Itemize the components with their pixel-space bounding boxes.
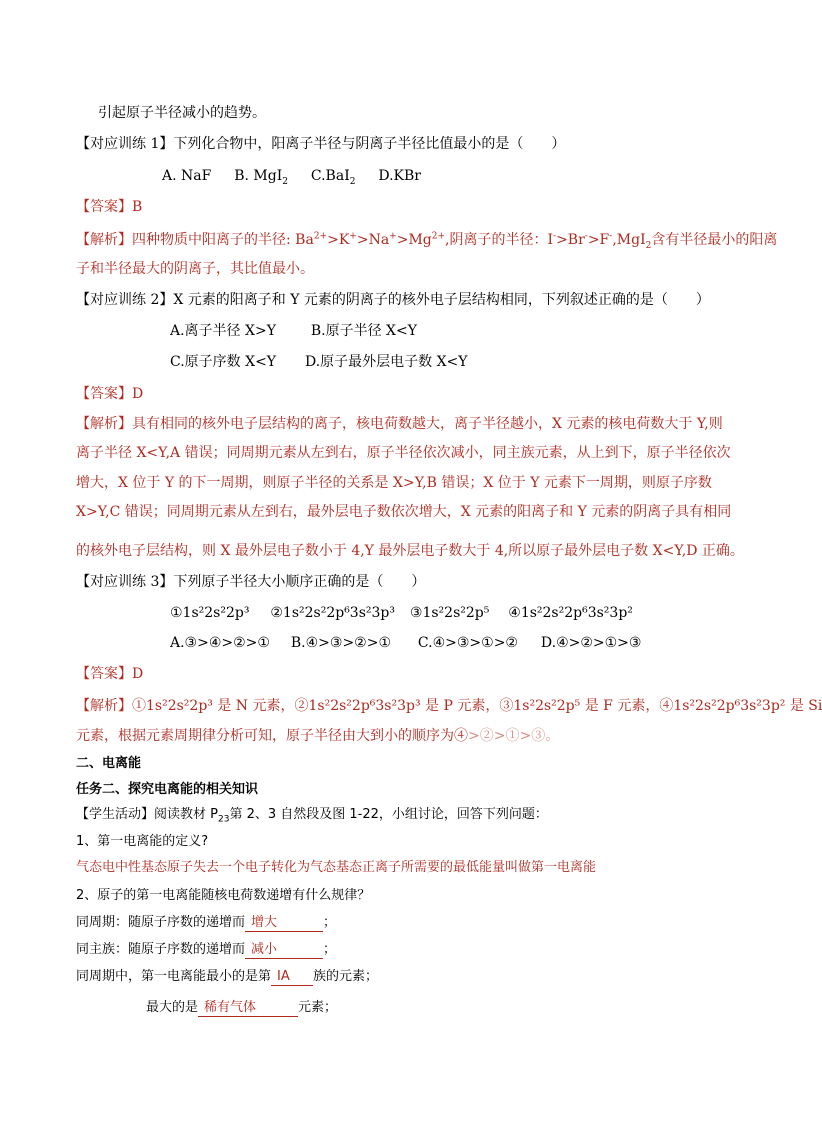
question-2-text: X 元素的阳离子和 Y 元素的阴离子的核外电子层结构相同，下列叙述正确的是（ ）: [173, 292, 710, 308]
activity-tag: 【学生活动】: [76, 807, 155, 822]
min-answer: IA: [271, 968, 313, 986]
question-3-configs: [170, 603, 633, 623]
option-a: A.离子半径 X>Y: [170, 323, 276, 339]
section-heading: 二、电离能: [76, 756, 142, 771]
explanation-3-line-1: 【解析】①1s²2s²2p³ 是 N 元素，②1s²2s²2p⁶3s²3p³ 是 P 元素，③1s²2s²2p⁵ 是 F 元素，④1s²2s²2p⁶3s²3p² 是 Si: [76, 698, 822, 714]
option-d: D.KBr: [378, 168, 421, 184]
config-4: ④1s²2s²2p⁶3s²3p²: [508, 605, 633, 621]
question-3-tag: 【对应训练 3】: [76, 574, 174, 590]
min-ionization-rule: 同周期中，第一电离能最小的是第 IA 族的元素；: [76, 969, 379, 984]
question-1: [76, 134, 565, 154]
explanation-3-line-2: 元素，根据元素周期律分析可知，原子半径由大到小的顺序为④>②>①>③。: [76, 728, 560, 744]
same-group-rule: 同主族：随原子序数的递增而 减小 ；: [76, 942, 337, 957]
answer-2: [76, 384, 143, 404]
explanation-tag: 【解析】: [76, 698, 132, 714]
option-b: B.④>③>②>①: [290, 635, 392, 651]
option-c: C.④>③>①>②: [417, 635, 518, 651]
option-a: A.③>④>②>①: [170, 635, 270, 651]
question-3-options: [170, 633, 641, 653]
question-1-text: 下列化合物中，阳离子半径与阴离子半径比值最小的是（ ）: [173, 136, 566, 152]
explanation-tag: 【解析】: [76, 416, 132, 432]
explanation-2-line-5: 的核外电子层结构，则 X 最外层电子数小于 4,Y 最外层电子数大于 4,所以原子最外层电子数 X<Y,D 正确。: [76, 543, 744, 559]
option-b: B.原子半径 X<Y: [310, 323, 417, 339]
question-rule: 2、原子的第一电离能随核电荷数递增有什么规律？: [76, 888, 371, 903]
option-c: C.BaI$_2$: [310, 168, 356, 187]
config-1: ①1s²2s²2p³: [170, 605, 250, 621]
answer-tag: 【答案】: [76, 199, 132, 215]
explanation-2-line-1: 【解析】具有相同的核外电子层结构的离子，核电荷数越大，离子半径越小，X 元素的核电荷数大于 Y,则: [76, 416, 723, 432]
question-3: [76, 572, 425, 592]
question-definition: 1、第一电离能的定义?: [76, 834, 209, 849]
same-period-answer: 增大: [245, 914, 323, 932]
question-2-tag: 【对应训练 2】: [76, 292, 174, 308]
question-2: [76, 290, 710, 310]
explanation-tag: 【解析】: [76, 232, 132, 248]
option-d: D.④>②>①>③: [540, 635, 642, 651]
question-3-text: 下列原子半径大小顺序正确的是（ ）: [173, 574, 426, 590]
answer-value: D: [132, 386, 144, 402]
same-period-rule: 同周期：随原子序数的递增而 增大 ；: [76, 915, 337, 930]
question-2-options-row-2: [170, 352, 468, 372]
answer-tag: 【答案】: [76, 666, 132, 682]
task-heading: 任务二、探究电离能的相关知识: [76, 782, 259, 797]
option-a: A. NaF: [162, 168, 212, 184]
same-group-answer: 减小: [245, 941, 323, 959]
explanation-1-line-1: 【解析】四种物质中阳离子的半径: $Ba^{2+}>K^+>Na^+>Mg^{2+}$,阴离子的半径：I->Br->F-,MgI$_2$含有半径最小的阳离: [76, 231, 778, 251]
max-answer: 稀有气体: [198, 999, 298, 1017]
question-1-tag: 【对应训练 1】: [76, 136, 174, 152]
option-d: D.原子最外层电子数 X<Y: [304, 354, 468, 370]
answer-value: D: [132, 666, 144, 682]
answer-1: [76, 197, 142, 217]
question-1-options: [162, 166, 421, 186]
explanation-2-line-4: X>Y,C 错误；同周期元素从左到右，最外层电子数依次增大，X 元素的阳离子和 Y 元素的阴离子具有相同: [76, 504, 732, 520]
explanation-1-line-2: 子和半径最大的阴离子，其比值最小。: [76, 261, 314, 277]
answer-value: B: [132, 199, 143, 215]
option-c: C.原子序数 X<Y: [170, 354, 277, 370]
max-ionization-rule: 最大的是 稀有气体 元素；: [146, 1000, 338, 1015]
explanation-2-line-2: 离子半径 X<Y,A 错误；同周期元素从左到右，原子半径依次减小，同主族元素，从上到下，原子半径依次: [76, 445, 731, 461]
config-2: ②1s²2s²2p⁶3s²3p³: [270, 605, 395, 621]
definition-answer: 气态电中性基态原子失去一个电子转化为气态基态正离子所需要的最低能量叫做第一电离能: [76, 860, 597, 875]
config-3: ③1s²2s²2p⁵: [409, 605, 490, 621]
student-activity: 【学生活动】阅读教材 $P_{23}$第 2、3 自然段及图 1-22，小组讨论，回答下列问题：: [76, 807, 548, 825]
option-b: B. MgI$_2$: [234, 168, 288, 187]
answer-3: [76, 664, 143, 684]
paragraph-tail: 引起原子半径减小的趋势。: [98, 105, 266, 121]
explanation-2-line-3: 增大，X 位于 Y 的下一周期，则原子半径的关系是 X>Y,B 错误；X 位于 Y 元素下一周期，则原子序数: [76, 475, 712, 491]
question-2-options-row-1: [170, 321, 417, 341]
answer-tag: 【答案】: [76, 386, 132, 402]
